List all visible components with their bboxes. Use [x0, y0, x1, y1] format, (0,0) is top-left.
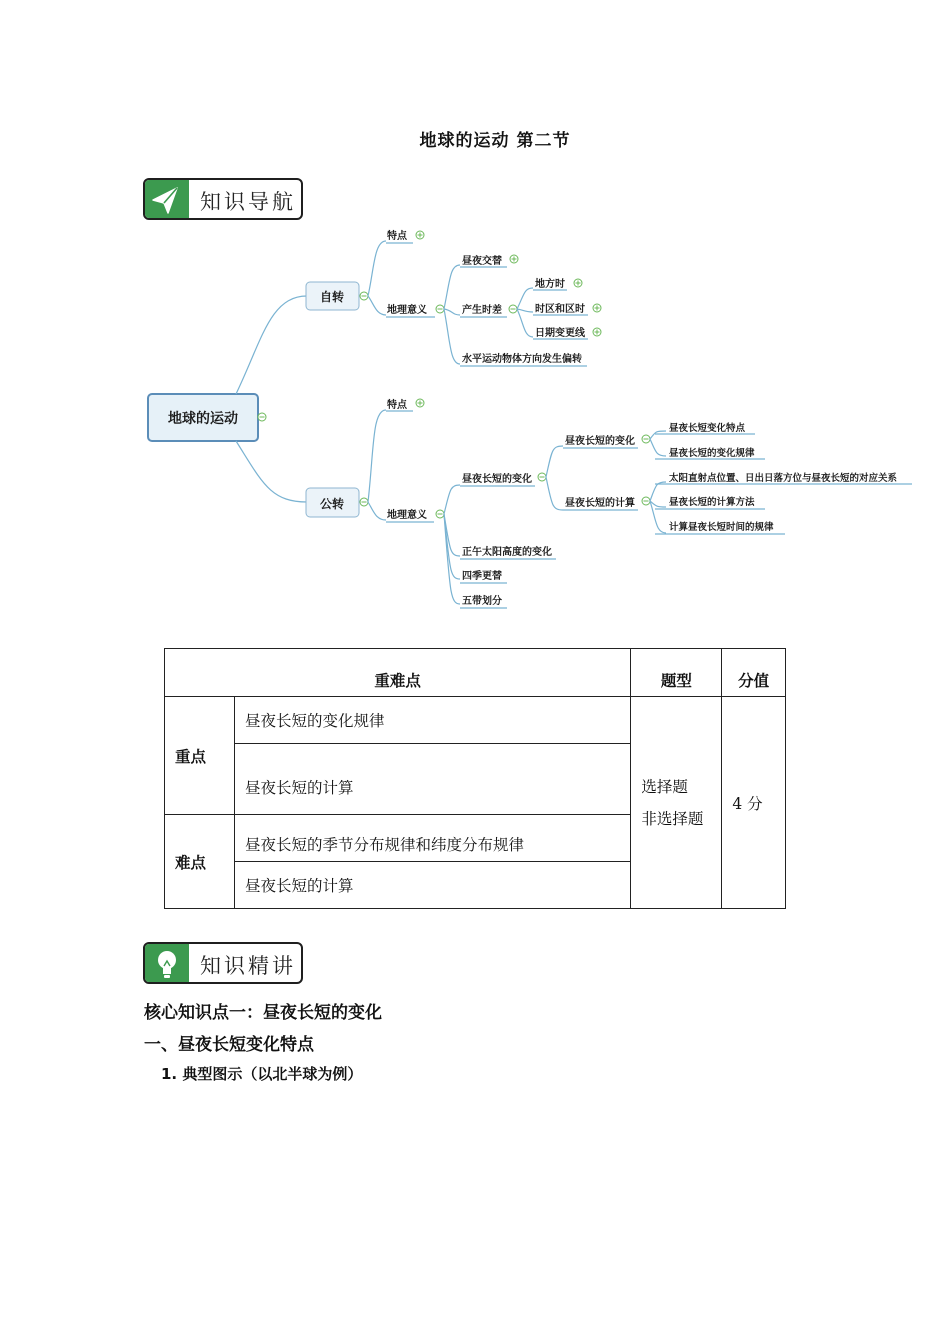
question-types-cell [631, 697, 722, 909]
time-difference: 产生时差 [462, 305, 502, 316]
question-type: 非选择题 [641, 809, 704, 828]
rotation-feature: 特点 [387, 231, 407, 242]
difficult-item: 昼夜长短的计算 [235, 862, 631, 909]
revolution-label: 公转 [319, 497, 345, 511]
header-key-difficult: 重难点 [165, 649, 631, 697]
revolution-feature: 特点 [387, 400, 407, 411]
day-length-calc: 昼夜长短的计算 [565, 498, 635, 509]
mindmap-root-label: 地球的运动 [168, 411, 238, 427]
badge-label: 知识精讲 [200, 954, 296, 978]
difficult-item: 昼夜长短的季节分布规律和纬度分布规律 [235, 815, 631, 862]
zone-time: 时区和区时 [535, 304, 585, 315]
key-item: 昼夜长短的计算 [235, 744, 631, 815]
revolution-meaning: 地理意义 [387, 510, 427, 521]
sun-position: 太阳直射点位置、日出日落方位与昼夜长短的对应关系 [669, 473, 898, 484]
rotation-label: 自转 [319, 290, 345, 304]
subheading: 一、昼夜长短变化特点 [144, 1035, 314, 1055]
send-arrow-icon [145, 180, 189, 218]
header-score: 分值 [722, 649, 786, 697]
date-line: 日期变更线 [535, 328, 585, 339]
change-features: 昼夜长短变化特点 [669, 423, 746, 434]
section-heading: 核心知识点一：昼夜长短的变化 [144, 1003, 382, 1023]
rotation-meaning: 地理意义 [387, 305, 427, 316]
knowledge-navigation-badge [143, 178, 303, 220]
seasons: 四季更替 [462, 571, 502, 582]
five-zones: 五带划分 [462, 596, 502, 607]
key-item: 昼夜长短的变化规律 [235, 697, 631, 744]
change-rules: 昼夜长短的变化规律 [669, 448, 755, 459]
calc-method: 昼夜长短的计算方法 [669, 497, 755, 508]
header-question-type: 题型 [631, 649, 722, 697]
noon-altitude: 正午太阳高度的变化 [462, 547, 552, 558]
deflection: 水平运动物体方向发生偏转 [462, 354, 582, 365]
day-length-variation: 昼夜长短的变化 [565, 436, 635, 447]
key-points-label: 重点 [165, 697, 235, 815]
day-length-change: 昼夜长短的变化 [462, 474, 532, 485]
day-night-alternate: 昼夜交替 [462, 256, 502, 267]
connector [236, 296, 307, 394]
difficult-points-label: 难点 [165, 815, 235, 909]
local-time: 地方时 [535, 279, 565, 290]
connector [236, 441, 307, 502]
score-cell: 4 分 [722, 697, 786, 909]
page-title: 地球的运动 第二节 [419, 131, 571, 151]
calc-rule: 计算昼夜长短时间的规律 [669, 522, 774, 533]
knowledge-lecture-badge [143, 942, 303, 984]
mind-map [0, 220, 950, 620]
badge-label: 知识导航 [200, 190, 296, 214]
lightbulb-icon [145, 944, 189, 982]
item-heading: 1. 典型图示（以北半球为例） [161, 1065, 363, 1083]
question-type: 选择题 [641, 777, 688, 796]
key-points-table [164, 648, 786, 909]
